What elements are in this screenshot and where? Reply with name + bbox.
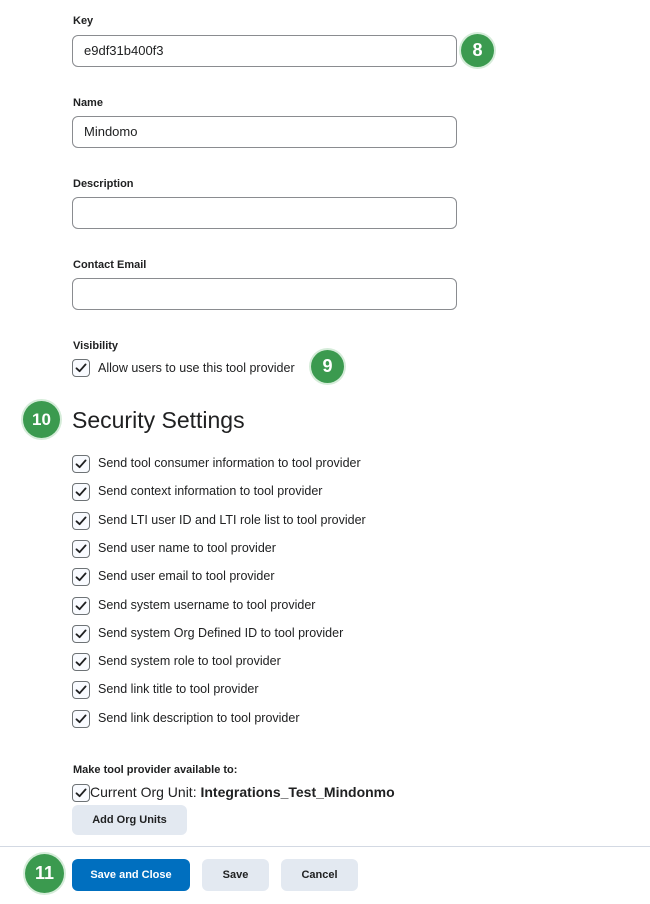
security-option-label: Send context information to tool provider [98, 484, 323, 498]
checkmark-icon [75, 787, 87, 799]
callout-badge-9: 9 [311, 350, 344, 383]
add-org-units-button[interactable]: Add Org Units [72, 805, 187, 835]
callout-badge-10: 10 [23, 401, 60, 438]
current-org-unit-checkbox[interactable] [72, 784, 90, 802]
security-option-label: Send tool consumer information to tool provider [98, 456, 361, 470]
save-button[interactable]: Save [202, 859, 269, 891]
contact-email-input[interactable] [72, 278, 457, 310]
callout-badge-11: 11 [25, 854, 64, 893]
current-org-unit-text [90, 784, 395, 800]
name-input[interactable]: Mindomo [72, 116, 457, 148]
security-option-checkbox[interactable] [72, 483, 90, 501]
security-option-checkbox[interactable] [72, 653, 90, 671]
security-option-checkbox[interactable] [72, 455, 90, 473]
checkmark-icon [75, 543, 87, 555]
security-option-label: Send system Org Defined ID to tool provider [98, 626, 344, 640]
current-org-unit-prefix: Current Org Unit: [90, 784, 197, 800]
security-option-checkbox[interactable] [72, 568, 90, 586]
checkmark-icon [75, 713, 87, 725]
save-and-close-button[interactable]: Save and Close [72, 859, 190, 891]
contact-email-label: Contact Email [73, 259, 147, 271]
checkmark-icon [75, 628, 87, 640]
security-option-label: Send user name to tool provider [98, 541, 276, 555]
description-input[interactable] [72, 197, 457, 229]
cancel-button[interactable]: Cancel [281, 859, 358, 891]
footer-divider [0, 846, 650, 847]
security-option-checkbox[interactable] [72, 710, 90, 728]
security-option-checkbox[interactable] [72, 625, 90, 643]
security-option-checkbox[interactable] [72, 681, 90, 699]
checkmark-icon [75, 362, 87, 374]
description-label: Description [73, 178, 134, 190]
checkmark-icon [75, 458, 87, 470]
checkmark-icon [75, 684, 87, 696]
visibility-label: Visibility [73, 340, 119, 352]
security-option-label: Send link description to tool provider [98, 711, 300, 725]
availability-label: Make tool provider available to: [73, 764, 238, 776]
security-option-checkbox[interactable] [72, 597, 90, 615]
key-input[interactable]: e9df31b400f3 [72, 35, 457, 67]
checkmark-icon [75, 515, 87, 527]
current-org-unit-name: Integrations_Test_Mindonmo [200, 784, 395, 800]
security-option-checkbox[interactable] [72, 540, 90, 558]
visibility-checkbox[interactable] [72, 359, 90, 377]
name-label: Name [73, 97, 103, 109]
security-option-label: Send LTI user ID and LTI role list to tool provider [98, 513, 366, 527]
checkmark-icon [75, 486, 87, 498]
checkmark-icon [75, 656, 87, 668]
checkmark-icon [75, 600, 87, 612]
callout-badge-8: 8 [461, 34, 494, 67]
security-option-checkbox[interactable] [72, 512, 90, 530]
key-label: Key [73, 15, 94, 27]
checkmark-icon [75, 571, 87, 583]
security-option-label: Send link title to tool provider [98, 682, 259, 696]
security-option-label: Send system username to tool provider [98, 598, 316, 612]
visibility-checkbox-label: Allow users to use this tool provider [98, 361, 295, 375]
security-option-label: Send system role to tool provider [98, 654, 281, 668]
security-settings-heading: Security Settings [72, 407, 245, 433]
security-option-label: Send user email to tool provider [98, 569, 275, 583]
